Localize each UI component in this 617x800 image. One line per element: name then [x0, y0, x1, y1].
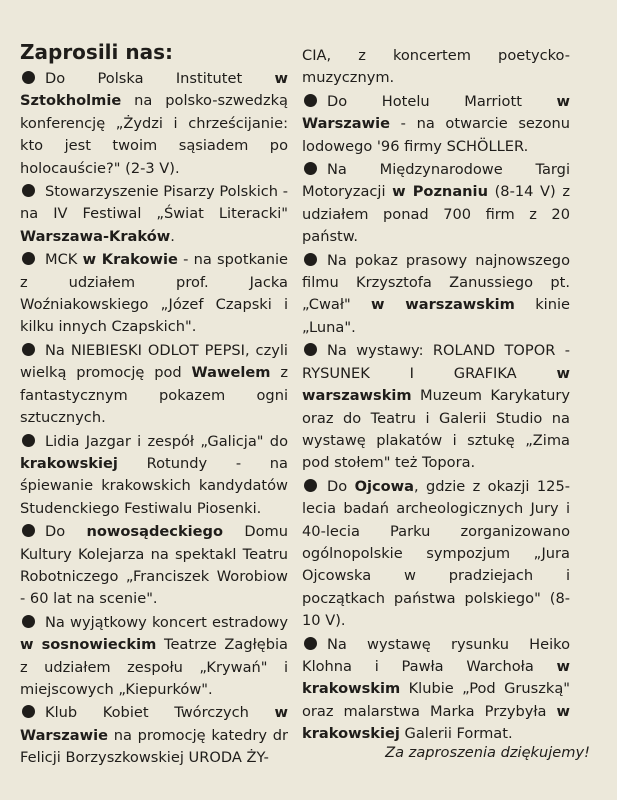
place-name: w sosnowieckim	[20, 636, 157, 654]
place-name: w Warszawie	[20, 704, 288, 744]
continued-paragraph: CIA, z koncertem poetycko-muzycznym.	[302, 47, 570, 87]
bullet-icon	[22, 184, 35, 197]
bullet-icon	[304, 637, 317, 650]
bullet-icon	[22, 434, 35, 447]
item-text: Na wystawy: ROLAND TOPOR - RYSUNEK I GRAFIKA	[302, 342, 570, 382]
section-title: Zaprosili nas:	[20, 40, 173, 64]
bullet-icon	[22, 615, 35, 628]
item-text: Klub Kobiet Twórczych	[45, 704, 275, 722]
place-name: Warszawa-Kraków	[20, 227, 171, 245]
item-text: (8-14 V) z udziałem ponad 700 firm z 20 państw.	[302, 183, 570, 246]
place-name: w krakowskim	[302, 657, 570, 698]
item-text: Lidia Jazgar i zespół „Galicja" do	[45, 432, 288, 450]
item-text: Do	[45, 523, 87, 541]
item-text: Rotundy - na śpiewanie krakowskich kandydatów Studenckiego Festiwalu Piosenki.	[20, 454, 288, 517]
list-item	[20, 68, 288, 180]
list-item	[302, 250, 570, 340]
right-column	[302, 45, 570, 747]
item-text: na polsko-szwedzką konferencję „Żydzi i chrześcijanie: kto jest twoim sąsiadem po holocauście?" (2-3 V).	[20, 92, 288, 177]
bullet-icon	[304, 162, 317, 175]
bullet-icon	[304, 479, 317, 492]
left-column	[20, 40, 288, 771]
item-text: Domu Kultury Kolejarza na spektakl Teatru Robotniczego „Franciszek Worobiow - 60 lat na scenie".	[20, 523, 288, 608]
item-text: na promocję katedry dr Felicji Borzyszkowskiej URODA ŻY-	[20, 726, 288, 767]
place-name: w Krakowie	[82, 251, 178, 269]
list-item	[302, 476, 570, 633]
item-text: Do Hotelu Marriott	[327, 92, 557, 110]
item-text: kinie „Luna".	[302, 296, 570, 336]
place-name: w krakowskiej	[302, 702, 570, 743]
place-name: Ojcowa	[354, 477, 414, 495]
place-name: w warszawskim	[371, 296, 515, 314]
bullet-icon	[22, 252, 35, 265]
place-name: Wawelem	[191, 364, 271, 382]
list-item	[20, 340, 288, 430]
item-text: - na otwarcie sezonu lodowego '96 firmy SCHÖLLER.	[302, 115, 570, 155]
list-item	[302, 634, 570, 746]
item-text: Stowarzyszenie Pisarzy Polskich - na IV Festiwal „Świat Literacki"	[20, 183, 288, 223]
list-item	[302, 91, 570, 158]
bullet-icon	[304, 94, 317, 107]
place-name: krakowskiej	[20, 454, 118, 472]
bullet-icon	[22, 524, 35, 537]
place-name: nowosądeckiego	[86, 523, 224, 541]
item-text: - na spotkanie z udziałem prof. Jacka Woźniakowskiego „Józef Czapski i kilku innych Czapskich".	[20, 251, 288, 336]
place-name: w Warszawie	[302, 92, 570, 133]
item-text: Na wystawę rysunku Heiko Klohna i Pawła Warchoła	[302, 635, 570, 675]
place-name: w Sztokholmie	[20, 70, 288, 110]
closing-note: Za zaproszenia dziękujemy!	[385, 744, 590, 761]
bullet-icon	[22, 343, 35, 356]
item-text: Teatrze Zagłębia z udziałem zespołu „Krywań" i miejscowych „Kiepurków".	[20, 636, 288, 698]
item-text: , gdzie z okazji 125-lecia badań archeologicznych Jury i 40-lecia Parku zorganizowano ogólnopolskie sympozjum „Jura Ojcowska w pradziejach i początkach państwa polskiego" (8-10 V).	[302, 477, 570, 630]
item-text: Na Międzynarodowe Targi Motoryzacji	[302, 161, 570, 201]
list-item	[20, 612, 288, 702]
item-text: Na NIEBIESKI ODLOT PEPSI, czyli wielką promocję pod	[20, 341, 288, 382]
list-item	[20, 702, 288, 769]
bullet-icon	[22, 705, 35, 718]
list-item	[302, 159, 570, 249]
place-name: w warszawskim	[302, 364, 570, 405]
bullet-icon	[22, 71, 35, 84]
list-item	[20, 181, 288, 248]
bullet-icon	[304, 253, 317, 266]
item-text: Muzeum Karykatury oraz do Teatru i Galerii Studio na wystawę plakatów i sztukę „Zima pod stołem" też Topora.	[302, 387, 570, 472]
list-item	[20, 431, 288, 521]
item-text: Do	[327, 477, 355, 495]
item-text: Na wyjątkowy koncert estradowy	[45, 613, 288, 631]
item-text: Do Polska Institutet	[45, 70, 275, 87]
list-item	[20, 249, 288, 339]
item-text: Galerii Format.	[399, 725, 513, 743]
list-item	[20, 521, 288, 611]
list-item	[302, 340, 570, 474]
item-text: .	[170, 227, 175, 245]
item-text: MCK	[45, 251, 83, 269]
item-text: Na pokaz prasowy najnowszego filmu Krzysztofa Zanussiego pt. „Cwał"	[302, 251, 570, 314]
item-text: z fantastycznym pokazem ogni sztucznych.	[20, 364, 288, 427]
bullet-icon	[304, 343, 317, 356]
place-name: w Poznaniu	[392, 183, 488, 201]
item-text: Klubie „Pod Gruszką" oraz malarstwa Marka Przybyła	[302, 680, 570, 720]
